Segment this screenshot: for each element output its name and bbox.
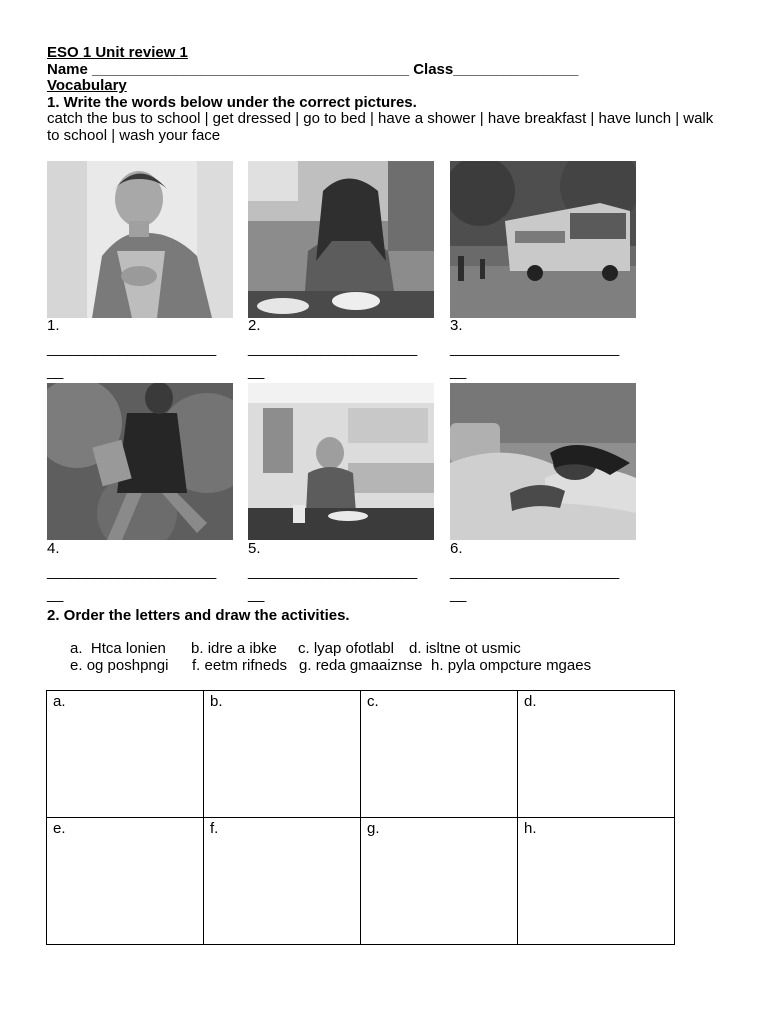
picture-number: 2. [248, 317, 261, 334]
item-letter: e. [70, 657, 83, 674]
scrambled-item-f [192, 657, 287, 674]
answer-blank[interactable]: _____________________ [248, 340, 417, 357]
scrambled-item-h [431, 657, 591, 674]
scrambled-word: pyla ompcture mgaes [447, 657, 592, 674]
drawing-cell-f[interactable] [204, 818, 361, 945]
item-letter: a. [70, 640, 83, 657]
grid-row [47, 691, 675, 818]
scrambled-item-d [409, 640, 521, 657]
caption-4 [47, 537, 237, 606]
caption-5 [248, 537, 438, 606]
item-letter: h. [431, 657, 444, 674]
section-heading-vocabulary: Vocabulary [47, 77, 127, 94]
item-letter: d. [409, 640, 422, 657]
photo-walk-to-school [47, 383, 233, 540]
answer-blank[interactable]: _____________________ [450, 563, 619, 580]
answer-blank[interactable]: _____________________ [450, 340, 619, 357]
caption-6 [450, 537, 640, 606]
caption-3 [450, 314, 640, 383]
name-blank[interactable]: ______________________________________ [92, 61, 410, 78]
cell-label: c. [367, 693, 379, 710]
grid-row [47, 818, 675, 945]
cell-label: d. [524, 693, 537, 710]
cell-label: b. [210, 693, 223, 710]
photo-have-lunch [248, 383, 434, 540]
cell-label: e. [53, 820, 66, 837]
scrambled-word: eetm rifneds [204, 657, 288, 674]
class-label: Class [413, 61, 454, 78]
cell-label: g. [367, 820, 380, 837]
name-class-line [47, 61, 578, 78]
answer-blank-continued[interactable]: __ [450, 363, 467, 380]
exercise2-heading: 2. Order the letters and draw the activities. [47, 607, 350, 624]
cell-label: f. [210, 820, 219, 837]
scrambled-item-g [299, 657, 422, 674]
item-letter: c. [298, 640, 310, 657]
picture-number: 6. [450, 540, 463, 557]
scrambled-word: lyap ofotlabl [313, 640, 394, 657]
picture-number: 5. [248, 540, 261, 557]
drawing-cell-d[interactable] [518, 691, 675, 818]
photo-catch-the-bus [450, 161, 636, 318]
caption-2 [248, 314, 438, 383]
worksheet-title: ESO 1 Unit review 1 [47, 44, 188, 61]
drawing-cell-b[interactable] [204, 691, 361, 818]
answer-blank-continued[interactable]: __ [248, 363, 265, 380]
photo-go-to-bed [450, 383, 636, 540]
name-label: Name [47, 61, 88, 78]
answer-blank-continued[interactable]: __ [47, 363, 64, 380]
answer-blank[interactable]: _____________________ [47, 563, 216, 580]
picture-number: 4. [47, 540, 60, 557]
cell-label: h. [524, 820, 537, 837]
drawing-cell-g[interactable] [361, 818, 518, 945]
caption-1 [47, 314, 237, 383]
scrambled-word: og poshpngi [86, 657, 169, 674]
picture-number: 3. [450, 317, 463, 334]
scrambled-word: isltne ot usmic [425, 640, 521, 657]
scrambled-item-a [70, 640, 166, 657]
answer-blank[interactable]: _____________________ [248, 563, 417, 580]
word-bank: catch the bus to school | get dressed | go to bed | have a shower | have breakfast | have lunch | walk to school | wash your face [47, 110, 714, 144]
photo-get-dressed [47, 161, 233, 318]
answer-blank-continued[interactable]: __ [450, 586, 467, 603]
scrambled-word: Htca lonien [90, 640, 166, 657]
scrambled-item-b [191, 640, 277, 657]
item-letter: g. [299, 657, 312, 674]
answer-blank-continued[interactable]: __ [248, 586, 265, 603]
scrambled-item-e [70, 657, 168, 674]
answer-blank-continued[interactable]: __ [47, 586, 64, 603]
drawing-grid [46, 690, 675, 945]
picture-number: 1. [47, 317, 60, 334]
scrambled-word: idre a ibke [207, 640, 277, 657]
photo-have-breakfast [248, 161, 434, 318]
scrambled-item-c [298, 640, 394, 657]
exercise1-heading: 1. Write the words below under the correct pictures. [47, 94, 417, 111]
class-blank[interactable]: _______________ [453, 61, 579, 78]
drawing-cell-c[interactable] [361, 691, 518, 818]
scrambled-word: reda gmaaiznse [315, 657, 423, 674]
answer-blank[interactable]: _____________________ [47, 340, 216, 357]
drawing-cell-a[interactable] [47, 691, 204, 818]
drawing-cell-h[interactable] [518, 818, 675, 945]
item-letter: b. [191, 640, 204, 657]
item-letter: f. [192, 657, 201, 674]
cell-label: a. [53, 693, 66, 710]
drawing-cell-e[interactable] [47, 818, 204, 945]
